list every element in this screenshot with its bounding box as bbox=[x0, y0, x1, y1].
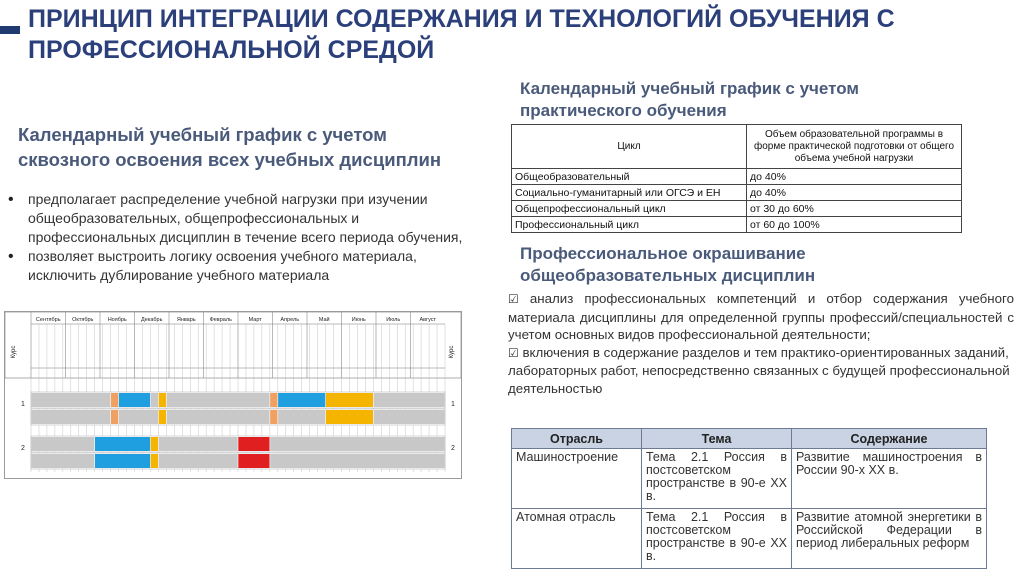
checklist-item-text: анализ профессиональных компетенций и отбор содержания учебного материала дисциплины для определенной группы профессий/специальностей с учетом основных видов профессиональной деятельности; bbox=[508, 291, 1014, 342]
schedule-cell-prep bbox=[270, 410, 277, 424]
cycle-table bbox=[511, 124, 962, 233]
schedule-cell-prep bbox=[111, 410, 118, 424]
month-label: Июнь bbox=[351, 317, 366, 323]
calendar-schedule-grid bbox=[4, 311, 462, 479]
course-header-left: Курс bbox=[11, 345, 17, 359]
month-label: Июль bbox=[386, 317, 401, 323]
month-label: Сентябрь bbox=[35, 317, 61, 323]
cycle-volume: от 60 до 100% bbox=[747, 217, 962, 233]
month-label: Март bbox=[248, 317, 262, 323]
right-heading-professional: Профессиональное окрашивание общеобразовательных дисциплин bbox=[520, 244, 816, 285]
month-label: Август bbox=[419, 317, 437, 323]
schedule-cell-practice bbox=[95, 454, 150, 468]
schedule-cell-theory bbox=[159, 437, 238, 451]
month-label: Октябрь bbox=[72, 317, 94, 323]
checklist-item-text: включения в содержание разделов и тем практико-ориентированных заданий, лабораторных работ, непосредственно связанных с будущей профессиональной деятельностью bbox=[508, 344, 1010, 396]
schedule-cell-theory bbox=[374, 393, 445, 407]
month-label: Ноябрь bbox=[107, 317, 127, 323]
left-heading: Календарный учебный график с учетом сквозного освоения всех учебных дисциплин bbox=[18, 124, 442, 170]
sector-name: Атомная отрасль bbox=[512, 509, 642, 569]
schedule-cell-theory bbox=[278, 410, 325, 424]
content-header: Содержание bbox=[792, 429, 987, 449]
schedule-cell-prep bbox=[270, 393, 277, 407]
schedule-svg bbox=[5, 312, 461, 478]
checklist-item bbox=[508, 344, 1014, 398]
topic-cell: Тема 2.1 Россия в постсоветском пространстве в 90-е ХХ в. bbox=[642, 449, 792, 509]
schedule-cell-theory bbox=[151, 393, 158, 407]
schedule-cell-theory bbox=[270, 437, 445, 451]
sector-row bbox=[512, 509, 987, 569]
sector-name: Машиностроение bbox=[512, 449, 642, 509]
title-accent-bar bbox=[0, 26, 20, 34]
professional-text bbox=[508, 290, 1014, 397]
schedule-cell-session bbox=[326, 410, 373, 424]
schedule-cell-session bbox=[326, 393, 373, 407]
sector-row bbox=[512, 449, 987, 509]
course-number-right: 2 bbox=[451, 445, 455, 452]
volume-header-cell: Объем образовательной программы в форме практической подготовки от общего объема учебной нагрузки bbox=[747, 125, 962, 169]
schedule-cell-session bbox=[159, 393, 166, 407]
slide-title: ПРИНЦИП ИНТЕГРАЦИИ СОДЕРЖАНИЯ И ТЕХНОЛОГИЙ ОБУЧЕНИЯ С ПРОФЕССИОНАЛЬНОЙ СРЕДОЙ bbox=[28, 5, 895, 64]
cycle-volume: до 40% bbox=[747, 169, 962, 185]
content-cell: Развитие машиностроения в России 90-х ХХ в. bbox=[792, 449, 987, 509]
cycle-header-cell: Цикл bbox=[512, 125, 747, 169]
month-label: Декабрь bbox=[141, 317, 163, 323]
sector-table bbox=[511, 428, 987, 569]
sector-table-header bbox=[512, 429, 987, 449]
schedule-cell-theory bbox=[167, 410, 270, 424]
course-number-left: 2 bbox=[21, 445, 25, 452]
month-label: Январь bbox=[176, 317, 196, 323]
checkbox-checked-icon: ☑ bbox=[508, 345, 519, 360]
sector-header: Отрасль bbox=[512, 429, 642, 449]
month-label: Май bbox=[318, 317, 330, 323]
cycle-table-header bbox=[512, 125, 962, 169]
bullet-item: • позволяет выстроить логику освоения учебного материала, исключить дублирование учебного материала bbox=[4, 247, 464, 285]
left-bullet-list bbox=[4, 190, 464, 285]
schedule-cell-session bbox=[151, 454, 158, 468]
schedule-cell-theory bbox=[159, 454, 238, 468]
schedule-cell-practice bbox=[278, 393, 325, 407]
schedule-cell-theory bbox=[119, 410, 158, 424]
cycle-row bbox=[512, 185, 962, 201]
schedule-cell-theory bbox=[31, 393, 110, 407]
cycle-volume: от 30 до 60% bbox=[747, 201, 962, 217]
schedule-cell-exam bbox=[238, 454, 269, 468]
schedule-cell-prep bbox=[111, 393, 118, 407]
content-cell: Развитие атомной энергетики в Российской Федерации в период либеральных реформ bbox=[792, 509, 987, 569]
schedule-cell-exam bbox=[238, 437, 269, 451]
cycle-row bbox=[512, 201, 962, 217]
schedule-cell-theory bbox=[31, 454, 94, 468]
schedule-cell-session bbox=[151, 437, 158, 451]
cycle-name: Общеобразовательный bbox=[512, 169, 747, 185]
schedule-cell-theory bbox=[270, 454, 445, 468]
month-label: Февраль bbox=[209, 317, 232, 323]
course-header-right: Курс bbox=[449, 345, 455, 359]
checkbox-checked-icon: ☑ bbox=[508, 292, 519, 306]
schedule-cell-theory bbox=[167, 393, 270, 407]
topic-header: Тема bbox=[642, 429, 792, 449]
course-number-left: 1 bbox=[21, 401, 25, 408]
schedule-cell-theory bbox=[31, 437, 94, 451]
topic-cell: Тема 2.1 Россия в постсоветском пространстве в 90-е ХХ в. bbox=[642, 509, 792, 569]
checklist-item bbox=[508, 290, 1014, 344]
bullet-item: • предполагает распределение учебной нагрузки при изучении общеобразовательных, общепрофессиональных и профессиональных дисциплин в течение всего периода обучения, bbox=[4, 190, 464, 247]
cycle-row bbox=[512, 217, 962, 233]
schedule-cell-theory bbox=[374, 410, 445, 424]
cycle-name: Социально-гуманитарный или ОГСЭ и ЕН bbox=[512, 185, 747, 201]
cycle-name: Общепрофессиональный цикл bbox=[512, 201, 747, 217]
right-heading-practical: Календарный учебный график с учетом практического обучения bbox=[520, 79, 859, 120]
course-number-right: 1 bbox=[451, 401, 455, 408]
cycle-volume: до 40% bbox=[747, 185, 962, 201]
schedule-cell-session bbox=[159, 410, 166, 424]
cycle-name: Профессиональный цикл bbox=[512, 217, 747, 233]
schedule-cell-practice bbox=[95, 437, 150, 451]
schedule-cell-theory bbox=[31, 410, 110, 424]
cycle-row bbox=[512, 169, 962, 185]
month-label: Апрель bbox=[280, 317, 300, 323]
schedule-cell-practice bbox=[119, 393, 150, 407]
